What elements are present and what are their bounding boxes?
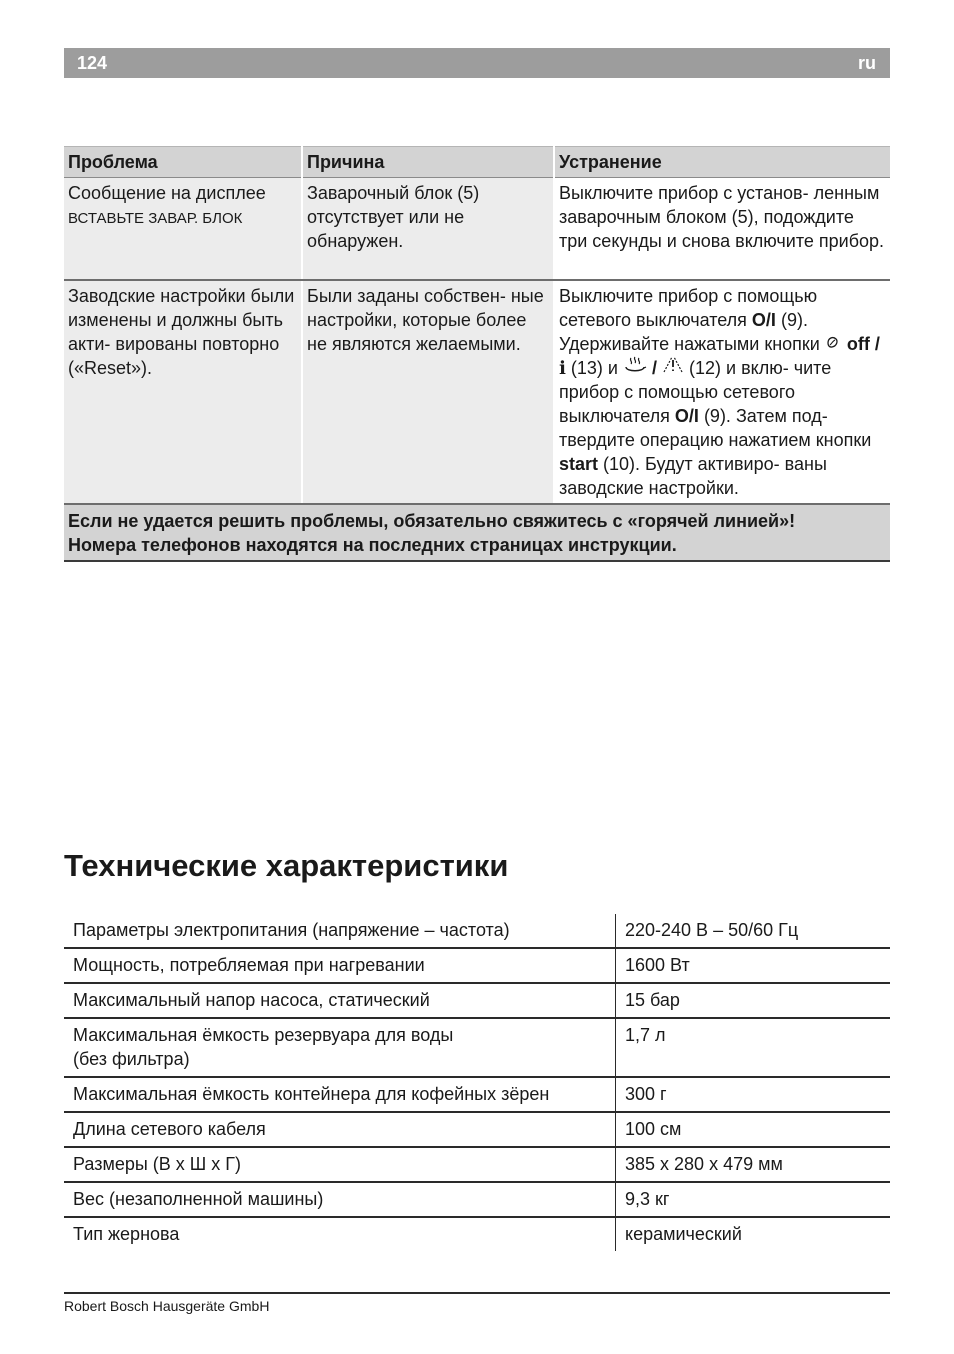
table-row	[64, 914, 890, 948]
section-title: Технические характеристики	[64, 848, 509, 883]
spec-label: Длина сетевого кабеля	[64, 1112, 616, 1147]
problem-text: Сообщение на дисплее	[68, 183, 266, 203]
spec-label-line1: Максимальная ёмкость резервуара для воды	[73, 1025, 454, 1045]
table-row	[64, 178, 890, 280]
spec-value: 1600 Вт	[616, 948, 891, 983]
table-row	[64, 948, 890, 983]
warning-icon	[662, 356, 684, 380]
spec-label: Максимальный напор насоса, статический	[64, 983, 616, 1018]
column-header-problem: Проблема	[64, 147, 302, 178]
page-header-bar	[64, 48, 890, 78]
power-switch-label: O/I	[751, 309, 776, 330]
spec-value: 100 см	[616, 1112, 891, 1147]
solution-cell	[554, 280, 890, 504]
spec-label: Мощность, потребляемая при нагревании	[64, 948, 616, 983]
hotline-note-line2: Номера телефонов находятся на последних страницах инструкции.	[68, 534, 677, 555]
table-row	[64, 1217, 890, 1251]
solution-text: (10). Будут активиро- ваны заводские настройки.	[559, 453, 827, 498]
spec-value: 1,7 л	[616, 1018, 891, 1077]
hotline-note-row	[64, 504, 890, 561]
specifications-table	[64, 914, 890, 1251]
solution-text: (9). Затем под- твердите операцию нажатием кнопки	[559, 405, 872, 450]
solution-text: Выключите прибор с помощью сетевого выключателя	[559, 285, 818, 330]
solution-text: (12) и вклю- чите прибор с помощью сетевого выключателя	[559, 357, 832, 426]
spec-value: 9,3 кг	[616, 1182, 891, 1217]
table-row	[64, 1077, 890, 1112]
beans-icon	[825, 332, 842, 356]
spec-label: Размеры (В x Ш x Г)	[64, 1147, 616, 1182]
spec-label: Параметры электропитания (напряжение – частота)	[64, 914, 616, 948]
language-code: ru	[858, 53, 876, 73]
problem-cell	[64, 178, 302, 280]
steam-icon	[623, 356, 647, 380]
hotline-note	[64, 504, 890, 561]
cause-cell: Были заданы собствен- ные настройки, которые более не являются желаемыми.	[302, 280, 554, 504]
table-row	[64, 1182, 890, 1217]
table-row	[64, 1147, 890, 1182]
table-header-row	[64, 147, 890, 178]
off-info-button-label: off / ℹ	[559, 333, 880, 378]
footer-divider	[64, 1292, 890, 1294]
cause-cell: Заварочный блок (5) отсутствует или не обнаружен.	[302, 178, 554, 280]
spec-value: 300 г	[616, 1077, 891, 1112]
solution-text: (13) и	[570, 357, 618, 378]
spec-label: Тип жернова	[73, 1224, 180, 1244]
spec-value: 385 x 280 x 479 мм	[616, 1147, 891, 1182]
column-header-cause: Причина	[302, 147, 554, 178]
footer-company: Robert Bosch Hausgeräte GmbH	[64, 1298, 270, 1314]
spec-label: Максимальная ёмкость контейнера для кофейных зёрен	[64, 1077, 616, 1112]
solution-cell: Выключите прибор с установ- ленным заварочным блоком (5), подождите три секунды и снова включите прибор.	[554, 178, 890, 280]
power-switch-label: O/I	[674, 405, 699, 426]
table-row	[64, 280, 890, 504]
problem-cell: Заводские настройки были изменены и должны быть акти- вированы повторно («Reset»).	[64, 280, 302, 504]
hotline-note-line1: Если не удается решить проблемы, обязательно свяжитесь с «горячей линией»!	[68, 510, 796, 531]
spec-label	[64, 1018, 616, 1077]
page-number: 124	[77, 53, 108, 73]
spec-value: керамический	[616, 1217, 891, 1251]
spec-label-line2: (без фильтра)	[73, 1049, 190, 1069]
display-message: ВСТАВЬТЕ ЗАВАР. БЛОК	[68, 210, 243, 227]
troubleshooting-table	[64, 146, 890, 562]
column-header-solution: Устранение	[554, 147, 890, 178]
table-row	[64, 1112, 890, 1147]
solution-text: (9). Удерживайте нажатыми кнопки	[559, 309, 820, 354]
spec-value: 220-240 В – 50/60 Гц	[616, 914, 891, 948]
start-button-label: start	[559, 453, 599, 474]
spec-label: Вес (незаполненной машины)	[64, 1182, 616, 1217]
table-row	[64, 1018, 890, 1077]
button-separator: /	[651, 357, 657, 378]
table-row	[64, 983, 890, 1018]
spec-value: 15 бар	[616, 983, 891, 1018]
